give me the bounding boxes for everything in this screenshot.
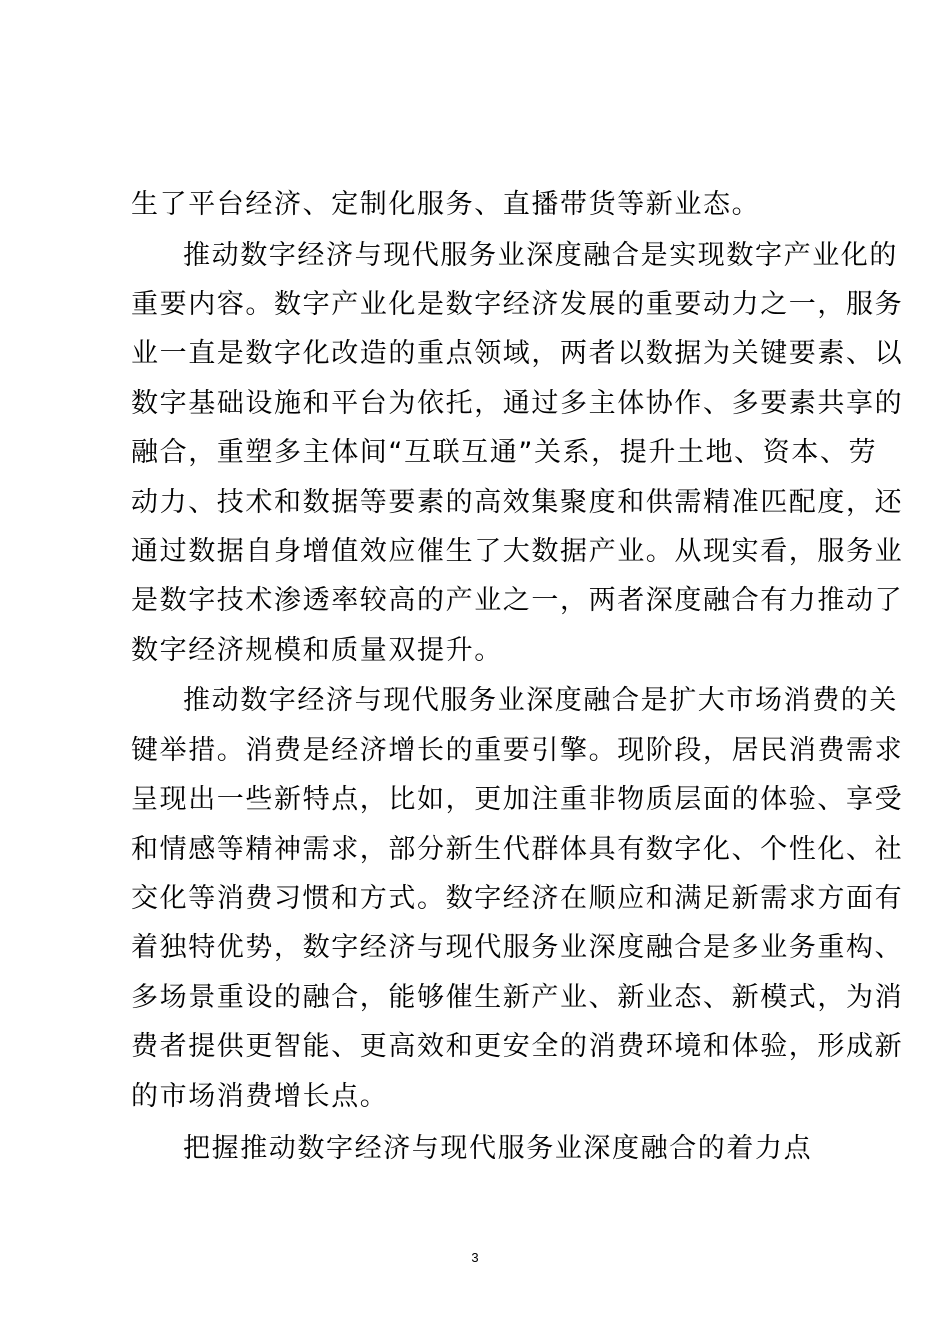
paragraph-3-line-5: 交化等消费习惯和方式。数字经济在顺应和满足新需求方面有 [131, 883, 904, 914]
paragraph-2-line-4: 数字基础设施和平台为依托，通过多主体协作、多要素共享的 [131, 388, 904, 419]
paragraph-2-line-3: 业一直是数字化改造的重点领域，两者以数据为关键要素、以 [131, 338, 904, 369]
paragraph-3-line-9: 的市场消费增长点。 [131, 1081, 389, 1112]
paragraph-2-line-6: 动力、技术和数据等要素的高效集聚度和供需精准匹配度，还 [131, 487, 904, 518]
paragraph-2-line-9: 数字经济规模和质量双提升。 [131, 635, 503, 666]
paragraph-3-line-3: 呈现出一些新特点，比如，更加注重非物质层面的体验、享受 [131, 784, 904, 815]
paragraph-3-line-2: 键举措。消费是经济增长的重要引擎。现阶段，居民消费需求 [131, 735, 904, 766]
paragraph-3-line-7: 多场景重设的融合，能够催生新产业、新业态、新模式，为消 [131, 982, 904, 1013]
paragraph-2-line-5: 融合，重塑多主体间“互联互通”关系，提升土地、资本、劳 [131, 437, 878, 468]
paragraph-2-line-2: 重要内容。数字产业化是数字经济发展的重要动力之一，服务 [131, 289, 904, 320]
paragraph-3-line-6: 着独特优势，数字经济与现代服务业深度融合是多业务重构、 [131, 932, 904, 963]
paragraph-3-line-1: 推动数字经济与现代服务业深度融合是扩大市场消费的关 [183, 685, 898, 716]
paragraph-1-line-1: 生了平台经济、定制化服务、直播带货等新业态。 [131, 189, 761, 220]
page-number: 3 [471, 1250, 479, 1265]
paragraph-2-line-7: 通过数据自身增值效应催生了大数据产业。从现实看，服务业 [131, 536, 904, 567]
paragraph-2-line-1: 推动数字经济与现代服务业深度融合是实现数字产业化的 [183, 240, 898, 271]
paragraph-3-line-4: 和情感等精神需求，部分新生代群体具有数字化、个性化、社 [131, 834, 904, 865]
paragraph-2-line-8: 是数字技术渗透率较高的产业之一，两者深度融合有力推动了 [131, 585, 904, 616]
section-heading: 把握推动数字经济与现代服务业深度融合的着力点 [183, 1133, 813, 1164]
paragraph-3-line-8: 费者提供更智能、更高效和更安全的消费环境和体验，形成新 [131, 1031, 904, 1062]
